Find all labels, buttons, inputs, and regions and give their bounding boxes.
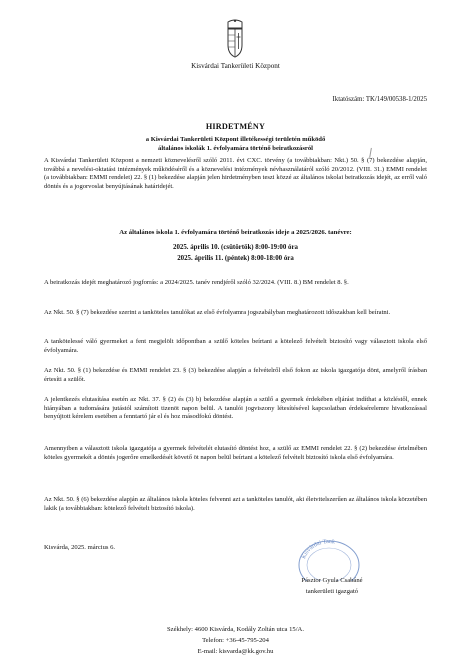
stamp-text: Kisvárdai Tank [301, 538, 336, 560]
enrollment-date-1: 2025. április 10. (csütörtök) 8:00-19:00 óra [173, 244, 298, 251]
legal-source-paragraph: A beiratkozás idejét meghatározó jogforrás: a 2024/2025. tanév rendjéről szóló 32/2024. (VIII. 8.) BM rendelet 8. §. [44, 279, 349, 286]
enrollment-heading: Az általános iskola 1. évfolyamára történő beiratkozás ideje a 2025/2026. tanévre: [119, 229, 352, 236]
subtitle-line-2: általános iskolák 1. évfolyamára történő beiratkozásról [158, 144, 313, 152]
enrollment-date-2: 2025. április 11. (péntek) 8:00-18:00 óra [177, 255, 294, 262]
nkt-50-6-paragraph: Az Nkt. 50. § (6) bekezdése alapján az általános iskola köteles felvenni azt a tanköteles tanulót, aki életvitelszerűen az általános iskola körzetében lakik (a továbbiakban: kötelező felvételt biztosító iskola). [44, 496, 427, 512]
footer-phone: Telefon: +36-45-795-204 [202, 637, 269, 644]
appeal-paragraph: A jelentkezés elutasítása esetén az Nkt. 37. § (2) és (3) b) bekezdése alapján a szülő a gyermek érdekében eljárást indíthat a közléstől, ennek hiányában a tudomására jutástól számított tizenöt napon belül. A tanulói jogviszony létesítésével kapcsolatban érdeksérelemre hivatkozással benyújtott kérelem esetében a fenntartó jár el és hoz másodfokú döntést. [44, 396, 427, 421]
nkt-50-7-paragraph: Az Nkt. 50. § (7) bekezdése szerint a tanköteles tanulókat az első évfolyamra jogszabályban meghatározott időszakban kell beíratni. [44, 309, 391, 316]
signer-title: tankerületi igazgató [305, 588, 359, 595]
decision-paragraph: Az Nkt. 50. § (1) bekezdése és EMMI rendelet 23. § (3) bekezdése alapján a felvételről első fokon az iskola igazgatója dönt, amelyről írásban értesíti a szülőt. [44, 367, 427, 383]
subtitle-line-1: a Kisvárdai Tankerületi Központ illetékességi területén működő [145, 136, 326, 143]
hungarian-coat-of-arms-icon [221, 19, 249, 59]
footer-address: Székhely: 4600 Kisvárda, Kodály Zoltán utca 15/A. [167, 626, 304, 633]
reference-number: Iktatószám: TK/149/00538-1/2025 [332, 96, 427, 103]
place-and-date: Kisvárda, 2025. március 6. [44, 544, 116, 551]
document-title: HIRDETMÉNY [205, 122, 266, 131]
document-subtitle [60, 136, 411, 153]
intro-paragraph: A Kisvárdai Tankerületi Központ a nemzeti köznevelésről szóló 2011. évi CXC. törvény (a továbbiakban: Nkt.) 50. § (7) bekezdése alapján, továbbá a nevelési-oktatási intézmények működéséről és a köznevelési intézmények névhasználatáról szóló 20/2012. (VIII. 31.) EMMI rendelet (a továbbiakban: EMMI rendelet) 22. § (1) bekezdése alapján jelen hirdetményben teszi közzé az általános iskolai beiratkozás idejét, az erről való döntés és a jogorvoslat benyújtásának határidejét. [44, 157, 427, 191]
organization-name: Kisvárdai Tankerületi Központ [191, 62, 280, 70]
official-stamp-icon [294, 535, 364, 581]
footer-email[interactable]: E-mail: kisvarda@kk.gov.hu [197, 648, 274, 655]
notify-paragraph: Amennyiben a választott iskola igazgatója a gyermek felvételét elutasító döntést hoz, a szülő az EMMI rendelet 22. § (2) bekezdése értelmében köteles gyermekét a döntés jogerőre emelkedését követő öt napon belül beírtani a kötelező felvételt biztosító iskola első évfolyamára. [44, 445, 427, 461]
signer-name: Pásztor Gyula Csabáné [301, 577, 363, 584]
parent-duty-paragraph: A tankötelessé váló gyermeket a fent megjelölt időpontban a szülő köteles beírtani a kötelező felvételt biztosító vagy választott iskola első évfolyamára. [44, 338, 427, 354]
